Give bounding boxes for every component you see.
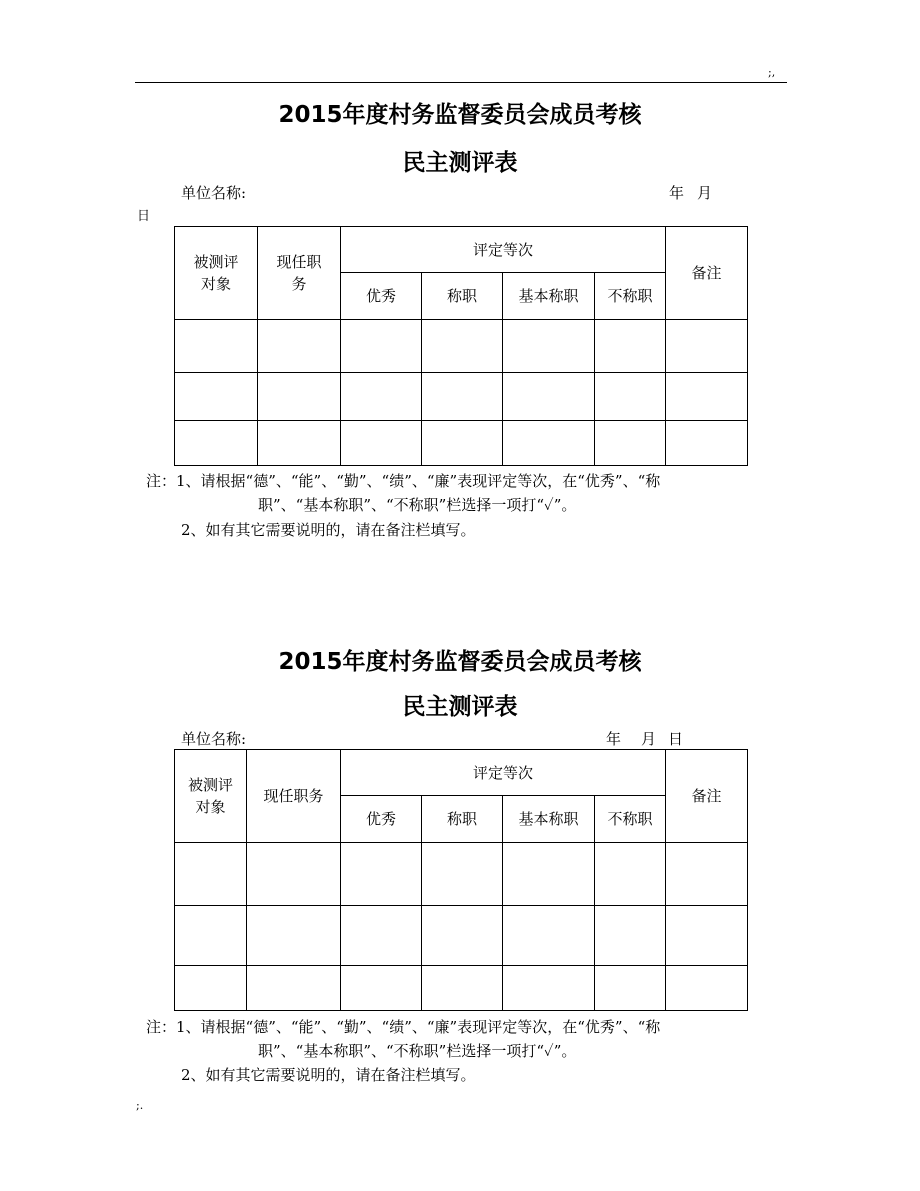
input-cell[interactable] [258,373,341,421]
input-cell[interactable] [503,843,595,906]
form2-title-line1: 2015年度村务监督委员会成员考核 [278,649,642,675]
form2-note-1a: 注：1、请根据“德”、“能”、“勤”、“绩”、“廉”表现评定等次，在“优秀”、“称 [146,1018,661,1036]
input-cell[interactable] [503,966,595,1011]
form2-date-year: 年 [606,730,622,748]
header-rule [135,82,787,83]
form1-note-1b: 职”、“基本称职”、“不称职”栏选择一项打“✓”。 [258,496,577,514]
form2-grade-incompetent: 不称职 [595,796,666,843]
input-cell[interactable] [595,906,666,966]
input-cell[interactable] [422,906,503,966]
form2-header-subject-l1: 被测评 [187,776,233,794]
form1-evaluation-table [174,226,748,466]
input-cell[interactable] [175,421,258,466]
form2-header-remarks: 备注 [666,750,748,843]
form2-evaluation-table [174,749,748,1011]
form2-grade-competent: 称职 [422,796,503,843]
form2-date-day: 日 [668,730,684,748]
input-cell[interactable] [175,320,258,373]
form1-header-position-l1: 现任职 [276,253,322,271]
input-cell[interactable] [422,373,503,421]
input-cell[interactable] [666,843,748,906]
form1-date-year: 年 [669,184,685,202]
input-cell[interactable] [341,906,422,966]
table-row [175,373,748,421]
input-cell[interactable] [666,373,748,421]
input-cell[interactable] [341,966,422,1011]
input-cell[interactable] [666,966,748,1011]
form1-header-grade-group: 评定等次 [341,227,666,273]
input-cell[interactable] [666,906,748,966]
form2-title-line2: 民主测评表 [402,694,518,720]
input-cell[interactable] [422,421,503,466]
input-cell[interactable] [503,373,595,421]
input-cell[interactable] [503,320,595,373]
input-cell[interactable] [666,320,748,373]
form1-note-1a: 注：1、请根据“德”、“能”、“勤”、“绩”、“廉”表现评定等次，在“优秀”、“称 [146,472,661,490]
input-cell[interactable] [503,906,595,966]
form1-header-subject-l2: 对象 [200,275,231,293]
form2-note-1b: 职”、“基本称职”、“不称职”栏选择一项打“✓”。 [258,1042,577,1060]
form1-grade-excellent: 优秀 [341,273,422,320]
input-cell[interactable] [422,966,503,1011]
form1-header-position-l2: 务 [291,275,307,293]
input-cell[interactable] [258,421,341,466]
form2-header-subject-l2: 对象 [195,798,226,816]
form1-title-line2: 民主测评表 [402,150,518,176]
input-cell[interactable] [503,421,595,466]
input-cell[interactable] [595,966,666,1011]
form1-note-2: 2、如有其它需要说明的，请在备注栏填写。 [181,521,476,539]
input-cell[interactable] [595,843,666,906]
table-row [175,966,748,1011]
header-mark: ;, [768,66,776,79]
form1-grade-basic: 基本称职 [503,273,595,320]
form2-grade-basic: 基本称职 [503,796,595,843]
table-row [175,421,748,466]
input-cell[interactable] [422,320,503,373]
footer-mark: ;. [136,1099,144,1112]
form1-grade-incompetent: 不称职 [595,273,666,320]
input-cell[interactable] [341,373,422,421]
form1-header-subject [175,227,258,320]
input-cell[interactable] [595,373,666,421]
table-row [175,906,748,966]
form1-title-line1: 2015年度村务监督委员会成员考核 [278,102,642,128]
input-cell[interactable] [175,966,247,1011]
form1-date-month: 月 [697,184,713,202]
input-cell[interactable] [341,843,422,906]
form2-header-position: 现任职务 [247,750,341,843]
input-cell[interactable] [666,421,748,466]
form1-unit-label: 单位名称: [181,184,247,202]
input-cell[interactable] [247,966,341,1011]
form2-unit-label: 单位名称: [181,730,247,748]
form1-header-position [258,227,341,320]
input-cell[interactable] [341,320,422,373]
input-cell[interactable] [175,843,247,906]
input-cell[interactable] [247,843,341,906]
input-cell[interactable] [247,906,341,966]
form1-grade-competent: 称职 [422,273,503,320]
form2-note-2: 2、如有其它需要说明的，请在备注栏填写。 [181,1066,476,1084]
input-cell[interactable] [341,421,422,466]
table-row [175,320,748,373]
input-cell[interactable] [595,320,666,373]
input-cell[interactable] [258,320,341,373]
form2-date-month: 月 [641,730,657,748]
table-row [175,843,748,906]
form1-date-day: 日 [137,209,151,224]
form1-header-remarks: 备注 [666,227,748,320]
input-cell[interactable] [422,843,503,906]
form2-header-grade-group: 评定等次 [341,750,666,796]
form2-grade-excellent: 优秀 [341,796,422,843]
input-cell[interactable] [175,373,258,421]
input-cell[interactable] [595,421,666,466]
input-cell[interactable] [175,906,247,966]
form1-header-subject-l1: 被测评 [193,253,239,271]
form2-header-subject [175,750,247,843]
